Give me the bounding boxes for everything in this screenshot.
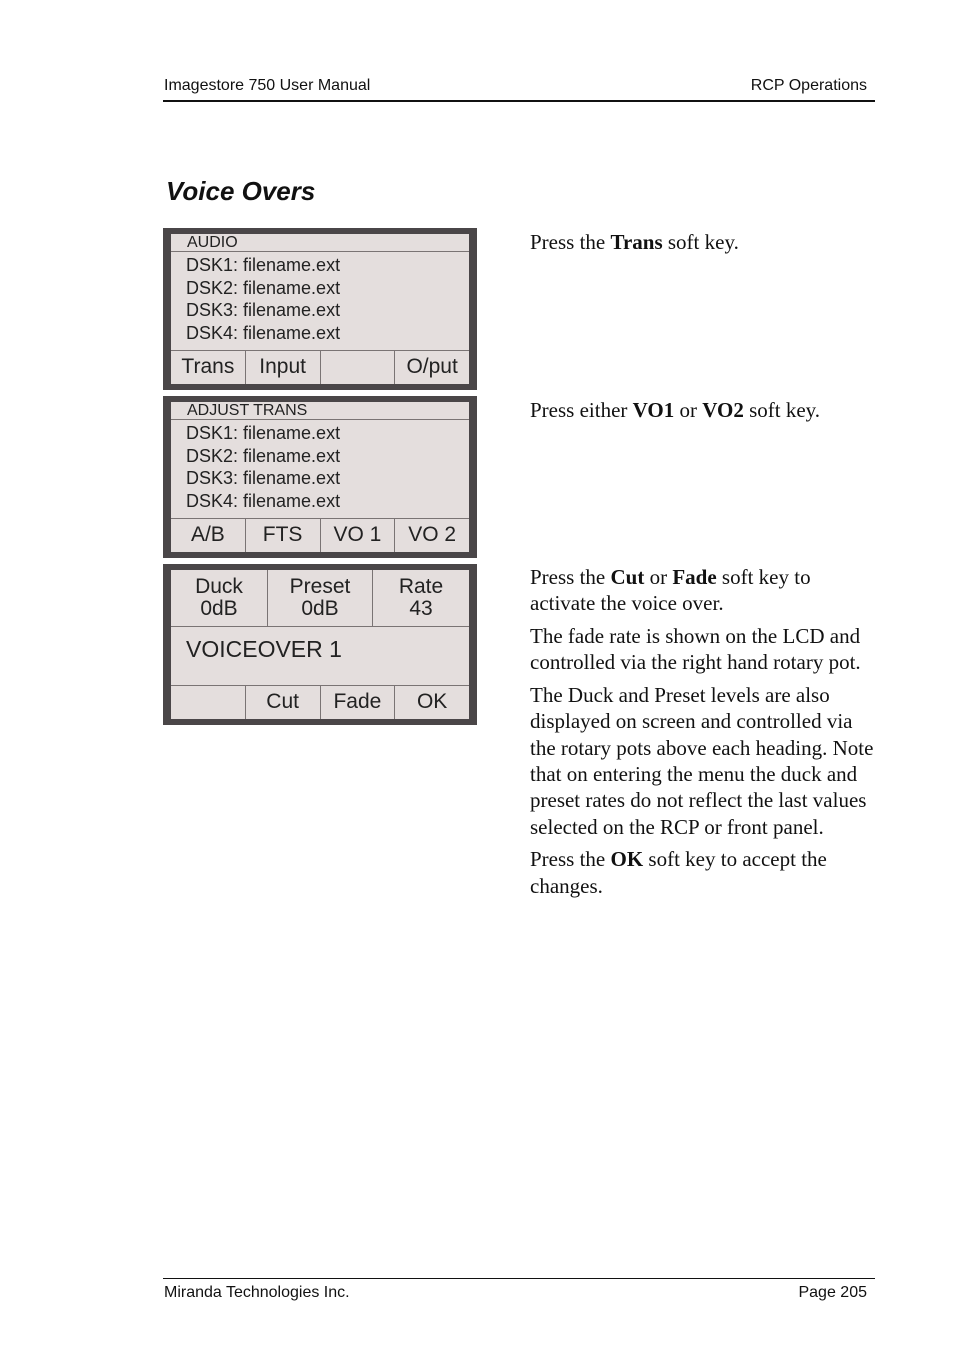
page-number: Page 205	[798, 1284, 867, 1301]
lcd-line: DSK3: filename.ext	[186, 468, 341, 488]
step-3-text	[530, 564, 876, 906]
lcd-header: AUDIO	[171, 234, 469, 252]
lcd-lines	[186, 254, 340, 344]
paragraph: Press the OK soft key to accept the changes.	[530, 847, 827, 898]
softkey-cut[interactable]: Cut	[245, 686, 320, 719]
lcd-lines	[186, 422, 340, 512]
paragraph: The Duck and Preset levels are also displayed on screen and controlled via the rotary pots above each heading. Note that on entering the menu the duck and preset rates do not reflect the last values selected on the RCP or front panel.	[530, 683, 874, 839]
lcd-voiceover-menu	[163, 564, 477, 725]
paragraph: Press the Cut or Fade soft key to activate the voice over.	[530, 565, 811, 616]
softkey-blank[interactable]	[320, 351, 395, 384]
step-2-text	[530, 397, 876, 430]
preset-readout	[267, 570, 372, 626]
lcd-screen	[171, 234, 469, 384]
step-1-text	[530, 229, 876, 262]
duck-readout	[171, 570, 267, 626]
softkey-fade[interactable]: Fade	[320, 686, 395, 719]
duck-value: 0dB	[200, 597, 238, 620]
paragraph: Press either VO1 or VO2 soft key.	[530, 398, 821, 422]
softkey-trans[interactable]: Trans	[181, 355, 235, 378]
softkey-blank[interactable]	[171, 686, 245, 719]
lcd-line: DSK2: filename.ext	[186, 445, 341, 466]
softkey-input[interactable]: Input	[245, 351, 320, 384]
lcd-screen	[171, 570, 469, 719]
preset-label: Preset	[289, 575, 351, 598]
company-name: Miranda Technologies Inc.	[164, 1284, 350, 1301]
softkey-fts[interactable]: FTS	[245, 519, 320, 552]
manual-title: Imagestore 750 User Manual	[164, 77, 371, 94]
chapter-name: RCP Operations	[750, 77, 867, 94]
lcd-audio-menu	[163, 228, 477, 390]
lcd-line: DSK2: filename.ext	[186, 277, 341, 298]
page-footer	[163, 1278, 875, 1301]
lcd-adjust-trans-menu	[163, 396, 477, 558]
softkey-row	[171, 350, 469, 384]
softkey-row	[171, 685, 469, 719]
softkey-vo2[interactable]: VO 2	[394, 519, 469, 552]
voiceover-name: VOICEOVER 1	[186, 636, 342, 662]
softkey-row	[171, 518, 469, 552]
rate-label: Rate	[398, 575, 444, 598]
lcd-line: DSK1: filename.ext	[186, 423, 341, 443]
lcd-header: ADJUST TRANS	[171, 402, 469, 420]
rate-readout	[372, 570, 469, 626]
softkey-ok[interactable]: OK	[394, 686, 469, 719]
lcd-line: DSK4: filename.ext	[186, 322, 341, 343]
page-header	[163, 76, 875, 102]
paragraph: Press the Trans soft key.	[530, 230, 739, 254]
softkey-vo1[interactable]: VO 1	[320, 519, 395, 552]
softkey-oput[interactable]: O/put	[394, 351, 469, 384]
lcd-line: DSK4: filename.ext	[186, 490, 341, 511]
rate-value: 43	[409, 597, 433, 620]
paragraph: The fade rate is shown on the LCD and controlled via the right hand rotary pot.	[530, 624, 861, 675]
preset-value: 0dB	[301, 597, 339, 620]
level-readouts	[171, 570, 469, 627]
section-title: Voice Overs	[166, 176, 316, 206]
lcd-screen	[171, 402, 469, 552]
softkey-ab[interactable]: A/B	[190, 523, 225, 546]
lcd-line: DSK3: filename.ext	[186, 300, 341, 320]
lcd-line: DSK1: filename.ext	[186, 255, 341, 275]
duck-label: Duck	[195, 575, 243, 598]
